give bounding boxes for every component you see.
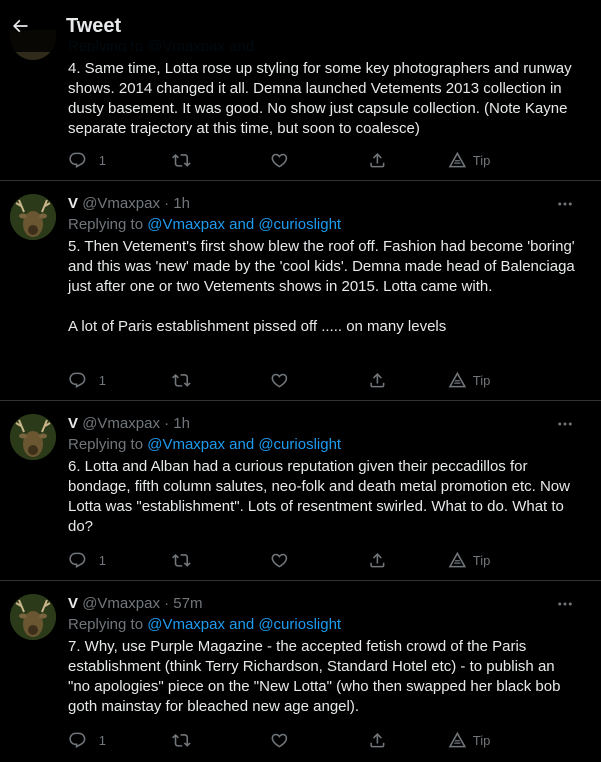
retweet-button[interactable]: [172, 723, 191, 757]
back-button[interactable]: [2, 8, 38, 44]
replying-prefix: Replying to: [68, 616, 148, 633]
replying-to-line: [68, 615, 341, 635]
replying-prefix: Replying to: [68, 436, 148, 453]
more-icon: [556, 195, 574, 213]
tweet-text: 7. Why, use Purple Magazine - the accepted fetish crowd of the Paris establishment (think Terry Richardson, Standard Hotel etc) - to publish an "no apologies" piece on the "New Lotta" (who then swapped her black bob goth mainstay for bleached new age angel).: [68, 638, 561, 715]
tip-button[interactable]: [448, 543, 490, 577]
avatar[interactable]: [10, 414, 56, 460]
like-icon: [270, 731, 289, 750]
deer-avatar-icon: [10, 414, 56, 460]
reply-icon: [68, 151, 87, 170]
retweet-icon: [172, 731, 191, 750]
back-arrow-icon: [10, 16, 30, 36]
tweet-text: 5. Then Vetement's first show blew the roof off. Fashion had become 'boring' and this was 'new' made by the 'cool kids'. Demna made head of Balenciaga just after one or two Vetements shows in 2015. Lotta came with. A lot of Paris establishment pissed off ..... on many levels: [68, 238, 575, 335]
display-name[interactable]: V: [68, 195, 79, 212]
tweet-actions: [62, 723, 502, 757]
more-button[interactable]: [555, 594, 575, 614]
reply-icon: [68, 731, 87, 750]
handle[interactable]: @Vmaxpax: [82, 595, 160, 612]
like-button[interactable]: [270, 143, 289, 177]
more-button[interactable]: [555, 414, 575, 434]
like-icon: [270, 151, 289, 170]
more-button[interactable]: [555, 194, 575, 214]
share-icon: [368, 731, 387, 750]
share-button[interactable]: [368, 363, 387, 397]
deer-avatar-icon: [10, 194, 56, 240]
divider: [0, 580, 601, 581]
handle[interactable]: @Vmaxpax: [82, 195, 160, 212]
share-button[interactable]: [368, 143, 387, 177]
share-icon: [368, 551, 387, 570]
retweet-button[interactable]: [172, 543, 191, 577]
display-name[interactable]: V: [68, 595, 79, 612]
reply-count: 1: [98, 372, 106, 388]
tip-label: Tip: [472, 552, 491, 568]
like-button[interactable]: [270, 543, 289, 577]
replying-prefix: Replying to: [68, 216, 148, 233]
replying-to-link[interactable]: @Vmaxpax and @curioslight: [147, 616, 342, 633]
tip-button[interactable]: [448, 143, 490, 177]
reply-button[interactable]: [68, 363, 106, 397]
tip-icon: [448, 371, 467, 390]
reply-count: 1: [98, 152, 106, 168]
tip-button[interactable]: [448, 363, 490, 397]
retweet-button[interactable]: [172, 143, 191, 177]
tip-button[interactable]: [448, 723, 490, 757]
tip-icon: [448, 151, 467, 170]
replying-to-link[interactable]: @Vmaxpax and @curioslight: [147, 216, 342, 233]
timestamp[interactable]: · 1h: [164, 415, 190, 432]
share-icon: [368, 371, 387, 390]
avatar[interactable]: [10, 594, 56, 640]
retweet-icon: [172, 551, 191, 570]
like-button[interactable]: [270, 363, 289, 397]
handle[interactable]: @Vmaxpax: [82, 415, 160, 432]
retweet-icon: [172, 151, 191, 170]
deer-avatar-icon: [10, 594, 56, 640]
reply-button[interactable]: [68, 723, 106, 757]
reply-icon: [68, 551, 87, 570]
divider: [0, 180, 601, 181]
tip-label: Tip: [472, 152, 491, 168]
tweet-actions: [62, 143, 502, 177]
tip-label: Tip: [472, 732, 491, 748]
tip-label: Tip: [472, 372, 491, 388]
replying-to-link[interactable]: @Vmaxpax and @curioslight: [147, 436, 342, 453]
tweet-meta: [68, 414, 190, 434]
tweet-meta: [68, 594, 202, 614]
retweet-button[interactable]: [172, 363, 191, 397]
reply-button[interactable]: [68, 543, 106, 577]
reply-icon: [68, 371, 87, 390]
tweet-actions: [62, 543, 502, 577]
tip-icon: [448, 731, 467, 750]
tweet-text: 4. Same time, Lotta rose up styling for some key photographers and runway shows. 2014 changed it all. Demna launched Vetements 2013 collection in dusty basement. It was good. No show just capsule collection. (Note Kayne separate trajectory at this time, but soon to coalesce): [68, 60, 572, 137]
divider: [0, 400, 601, 401]
reply-count: 1: [98, 732, 106, 748]
reply-button[interactable]: [68, 143, 106, 177]
share-icon: [368, 151, 387, 170]
replying-to-line: [68, 435, 341, 455]
tip-icon: [448, 551, 467, 570]
reply-count: 1: [98, 552, 106, 568]
like-icon: [270, 551, 289, 570]
retweet-icon: [172, 371, 191, 390]
replying-to-line: [68, 215, 341, 235]
tweet-meta: [68, 194, 190, 214]
top-bar: [0, 0, 601, 52]
more-icon: [556, 415, 574, 433]
like-button[interactable]: [270, 723, 289, 757]
share-button[interactable]: [368, 543, 387, 577]
share-button[interactable]: [368, 723, 387, 757]
more-icon: [556, 595, 574, 613]
tweet-actions: [62, 363, 502, 397]
timestamp[interactable]: · 1h: [164, 195, 190, 212]
display-name[interactable]: V: [68, 415, 79, 432]
page-title: Tweet: [66, 14, 122, 37]
timestamp[interactable]: · 57m: [164, 595, 203, 612]
avatar[interactable]: [10, 194, 56, 240]
tweet-text: 6. Lotta and Alban had a curious reputation given their peccadillos for bondage, fifth column salutes, neo-folk and death metal promotion etc. Now Lotta was "establishment". Lots of resentment swirled. What to do. What to do?: [68, 458, 570, 535]
like-icon: [270, 371, 289, 390]
